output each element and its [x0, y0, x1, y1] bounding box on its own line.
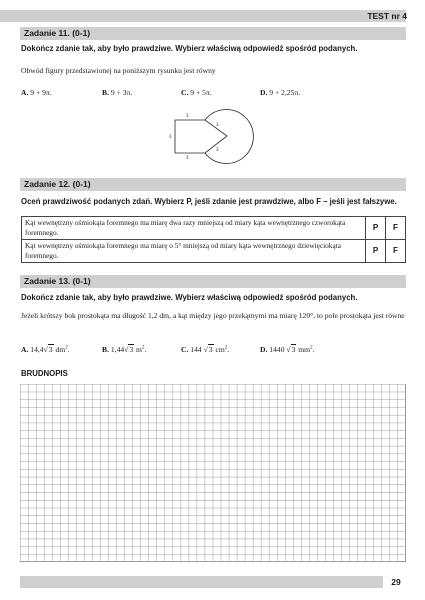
statement-1-false[interactable]: F — [386, 217, 406, 240]
task13-question: Jeżeli krótszy bok prostokąta ma długość 1,2 dm, a kąt między jego przekątnymi ma miarę 120°, to pole prostokąta jest równe — [21, 311, 405, 320]
figure-arc — [205, 110, 253, 164]
task11-answer-a[interactable]: A. 9 + 9π. — [21, 88, 52, 97]
task12-table — [21, 216, 406, 263]
header-bar — [0, 10, 406, 22]
task11-title: Zadanie 11. (0-1) — [24, 28, 91, 38]
figure-label-1: 3 — [186, 114, 189, 119]
figure-label-2: 3 — [169, 135, 172, 140]
statement-2: Kąt wewnętrzny ośmiokąta foremnego ma miarę o 5° mniejszą od miary kąta wewnętrznego dziewięciokąta foremnego. — [22, 240, 366, 263]
table-row — [22, 217, 406, 240]
sqrt-icon: √3 — [286, 345, 296, 354]
statement-2-false[interactable]: F — [386, 240, 406, 263]
task13-answer-b[interactable]: B. 1,44√3 $m^2$. — [102, 345, 147, 354]
task11-instruction: Dokończ zdanie tak, aby było prawdziwe. Wybierz właściwą odpowiedź spośród podanych. — [21, 44, 358, 53]
sqrt-icon: √3 — [43, 345, 53, 354]
task13-answer-d[interactable]: D. 1440 √3 $mm^2$. — [260, 345, 315, 354]
task11-figure — [166, 104, 261, 174]
draft-grid[interactable] — [20, 384, 406, 562]
statement-2-true[interactable]: P — [366, 240, 386, 263]
task13-instruction: Dokończ zdanie tak, aby było prawdziwe. Wybierz właściwą odpowiedź spośród podanych. — [21, 293, 358, 302]
task11-answer-c[interactable]: C. 9 + 5π. — [181, 88, 212, 97]
statement-1-true[interactable]: P — [366, 217, 386, 240]
figure-label-4: 3 — [216, 123, 219, 128]
footer-bar — [20, 576, 383, 588]
page-number: 29 — [391, 577, 401, 587]
task13-answer-a[interactable]: A. 14,4√3 $dm^2$. — [21, 345, 70, 354]
figure-label-3: 3 — [186, 156, 189, 161]
task11-answer-d[interactable]: D. 9 + 2,25π. — [260, 88, 301, 97]
task11-answer-b[interactable]: B. 9 + 3π. — [102, 88, 133, 97]
sqrt-icon: √3 — [124, 345, 134, 354]
task12-title: Zadanie 12. (0-1) — [24, 179, 91, 189]
task13-title: Zadanie 13. (0-1) — [24, 276, 91, 286]
statement-1: Kąt wewnętrzny ośmiokąta foremnego ma miarę dwa razy mniejszą od miary kąta wewnętrznego czworokąta foremnego. — [22, 217, 366, 240]
sqrt-icon: √3 — [203, 345, 213, 354]
figure-label-5: 3 — [216, 148, 219, 153]
figure-outline — [175, 120, 227, 153]
test-label: TEST nr 4 — [367, 11, 407, 21]
task11-question: Obwód figury przedstawionej na poniższym rysunku jest równy — [21, 66, 216, 75]
task13-answer-c[interactable]: C. 144 √3 $cm^2$. — [181, 345, 230, 354]
draft-label: BRUDNOPIS — [21, 369, 68, 378]
task12-instruction: Oceń prawdziwość podanych zdań. Wybierz P, jeśli zdanie jest prawdziwe, albo F – jeśli jest fałszywe. — [21, 197, 397, 206]
table-row — [22, 240, 406, 263]
